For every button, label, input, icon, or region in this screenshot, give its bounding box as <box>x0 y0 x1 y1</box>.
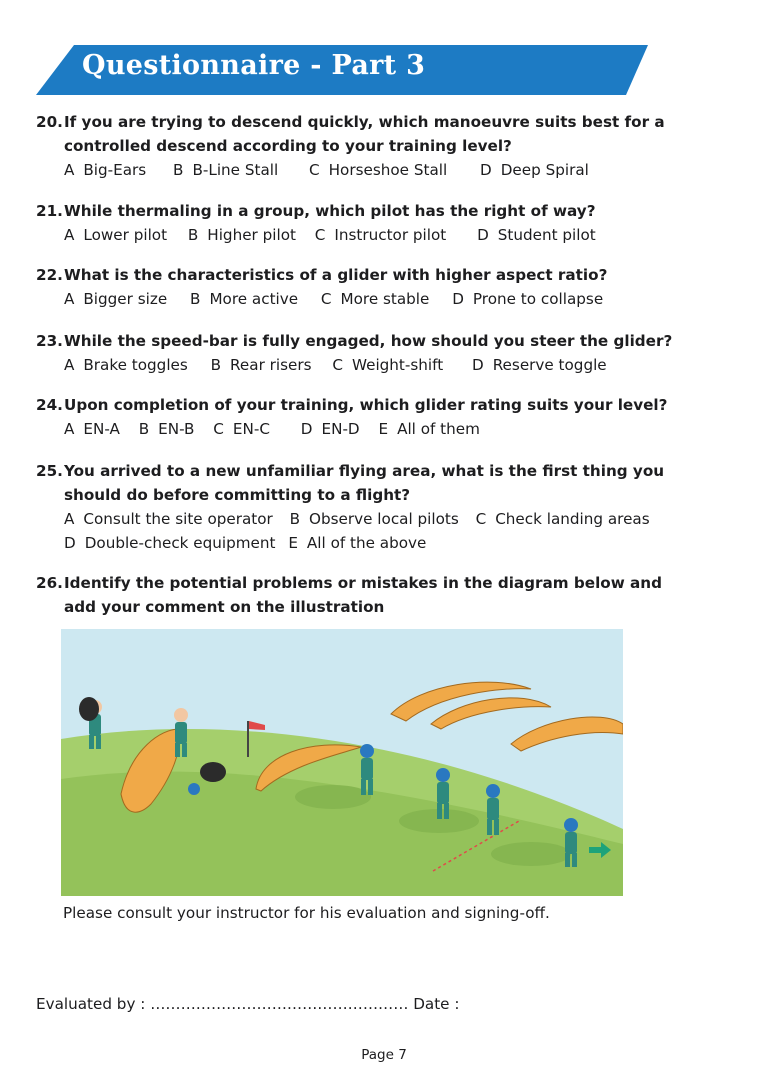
option[interactable]: D EN-D <box>300 420 360 438</box>
option[interactable]: C More stable <box>320 290 430 308</box>
option[interactable]: E All of them <box>378 420 480 438</box>
question-number: 22. <box>36 266 63 284</box>
option[interactable]: A Bigger size <box>64 290 168 308</box>
option[interactable]: D Reserve toggle <box>471 356 607 374</box>
option[interactable]: C Instructor pilot <box>314 226 447 244</box>
question-text: What is the characteristics of a glider with higher aspect ratio? <box>64 266 608 284</box>
evaluated-by-line: Evaluated by : …………………………………………… Date : <box>36 995 460 1013</box>
option-row <box>36 158 665 182</box>
option[interactable]: C EN-C <box>213 420 270 438</box>
option[interactable]: B Observe local pilots <box>289 510 459 528</box>
page-number: Page 7 <box>361 1047 407 1063</box>
paragliding-illustration[interactable] <box>61 629 623 896</box>
option-row <box>36 223 610 247</box>
option[interactable]: A Consult the site operator <box>64 510 273 528</box>
option[interactable]: B EN-B <box>138 420 195 438</box>
question-number: 26. <box>36 574 63 592</box>
option[interactable]: A Big-Ears <box>64 161 147 179</box>
question-text: add your comment on the illustration <box>64 598 385 616</box>
option[interactable]: A Brake toggles <box>64 356 188 374</box>
question-text: Identify the potential problems or mistakes in the diagram below and <box>64 574 662 592</box>
question-number: 21. <box>36 202 63 220</box>
question-20 <box>36 110 665 182</box>
question-26 <box>36 571 662 619</box>
question-text: controlled descend according to your training level? <box>64 137 512 155</box>
title-banner <box>36 45 648 95</box>
illustration-drawing <box>61 629 623 896</box>
instructor-note: Please consult your instructor for his evaluation and signing-off. <box>63 904 550 922</box>
page-title: Questionnaire - Part 3 <box>82 50 426 81</box>
question-text: While the speed-bar is fully engaged, how should you steer the glider? <box>64 332 673 350</box>
question-21 <box>36 199 610 247</box>
option[interactable]: D Student pilot <box>477 226 596 244</box>
option[interactable]: D Double-check equipment <box>64 534 276 552</box>
question-24 <box>36 393 667 441</box>
question-number: 25. <box>36 462 63 480</box>
question-text: You arrived to a new unfamiliar flying area, what is the first thing you <box>64 462 665 480</box>
question-number: 24. <box>36 396 63 414</box>
option-row <box>36 287 617 311</box>
option-row <box>36 531 664 555</box>
question-23 <box>36 329 672 377</box>
option[interactable]: D Prone to collapse <box>452 290 604 308</box>
question-text: While thermaling in a group, which pilot has the right of way? <box>64 202 596 220</box>
question-22 <box>36 263 617 311</box>
question-text: If you are trying to descend quickly, which manoeuvre suits best for a <box>64 113 665 131</box>
option[interactable]: C Check landing areas <box>475 510 650 528</box>
option[interactable]: D Deep Spiral <box>480 161 589 179</box>
question-text: should do before committing to a flight? <box>64 486 411 504</box>
option-row <box>36 417 667 441</box>
option[interactable]: C Weight-shift <box>332 356 444 374</box>
option[interactable]: B Rear risers <box>210 356 312 374</box>
option[interactable]: B Higher pilot <box>187 226 296 244</box>
option[interactable]: C Horseshoe Stall <box>309 161 448 179</box>
option-row <box>36 353 672 377</box>
question-number: 20. <box>36 113 63 131</box>
question-text: Upon completion of your training, which glider rating suits your level? <box>64 396 668 414</box>
option[interactable]: B B-Line Stall <box>173 161 279 179</box>
option[interactable]: A Lower pilot <box>64 226 168 244</box>
option-row <box>36 507 664 531</box>
option[interactable]: A EN-A <box>64 420 120 438</box>
option[interactable]: E All of the above <box>288 534 427 552</box>
option[interactable]: B More active <box>190 290 299 308</box>
question-number: 23. <box>36 332 63 350</box>
question-25 <box>36 459 664 555</box>
